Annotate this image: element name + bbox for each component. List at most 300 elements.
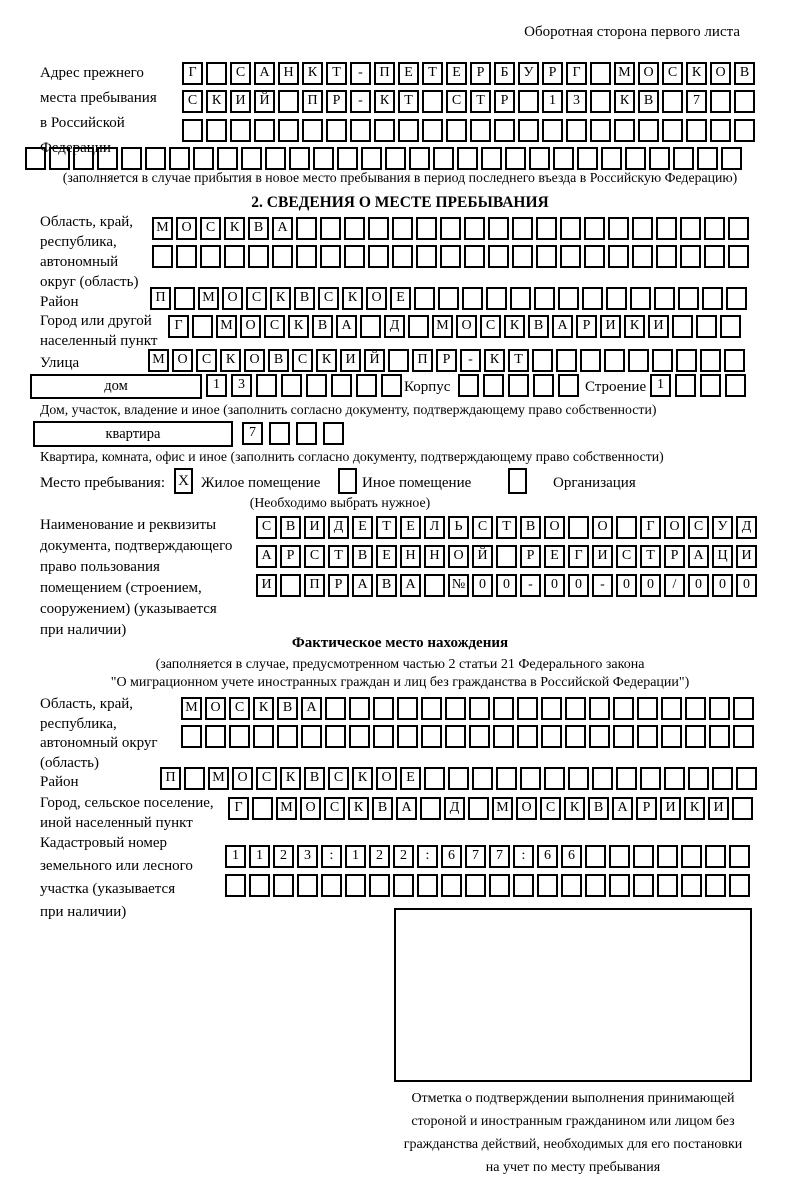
kvartira-box: квартира [33, 421, 233, 447]
char-cell: А [396, 797, 417, 820]
char-cell: Е [400, 516, 421, 539]
char-cell [369, 874, 390, 897]
char-cell: К [224, 217, 245, 240]
dom-caption: Дом, участок, владение и иное (заполнить согласно документу, подтверждающему право собственности) [40, 402, 657, 417]
char-cell: Г [168, 315, 189, 338]
kadastr-label-line: земельного или лесного [40, 858, 193, 874]
char-cell [616, 767, 637, 790]
char-cell [638, 119, 659, 142]
char-cell: : [513, 845, 534, 868]
char-cell: П [374, 62, 395, 85]
char-cell [280, 574, 301, 597]
char-cell [325, 725, 346, 748]
char-cell: И [256, 574, 277, 597]
fact-raion-row [160, 767, 757, 790]
char-cell [445, 725, 466, 748]
char-cell [657, 845, 678, 868]
char-cell: А [400, 574, 421, 597]
char-cell [513, 874, 534, 897]
char-cell: К [253, 697, 274, 720]
otmetka-caption-line: на учет по месту пребывания [485, 1160, 661, 1175]
char-cell: Т [470, 90, 491, 113]
char-cell [656, 245, 677, 268]
char-cell [176, 245, 197, 268]
char-cell: Н [424, 545, 445, 568]
char-cell: Б [494, 62, 515, 85]
char-cell [700, 349, 721, 372]
char-cell [568, 767, 589, 790]
char-cell [704, 217, 725, 240]
prev-address-note: (заполняется в случае прибытия в новое место пребывания в период последнего въезда в Российскую Федерацию) [62, 170, 738, 185]
char-cell [729, 874, 750, 897]
char-cell [608, 245, 629, 268]
raion-row [150, 287, 747, 310]
char-cell [469, 725, 490, 748]
doc-label-line: право пользования [40, 559, 160, 575]
char-cell [704, 245, 725, 268]
char-cell [517, 697, 538, 720]
char-cell: А [352, 574, 373, 597]
char-cell: С [328, 767, 349, 790]
char-cell [662, 90, 683, 113]
fact-gorod-label-line: Город, сельское поселение, [40, 795, 214, 811]
char-cell: О [376, 767, 397, 790]
char-cell [664, 767, 685, 790]
char-cell: В [280, 516, 301, 539]
char-cell [361, 147, 382, 170]
char-cell [625, 147, 646, 170]
char-cell [306, 374, 327, 397]
char-cell [696, 315, 717, 338]
kvartira-caption: Квартира, комната, офис и иное (заполнить согласно документу, подтверждающему право собственности) [40, 449, 664, 464]
char-cell [734, 119, 755, 142]
char-cell: 2 [369, 845, 390, 868]
char-cell [613, 725, 634, 748]
prev-address-label-line: места пребывания [40, 90, 157, 106]
char-cell: Т [376, 516, 397, 539]
char-cell: К [302, 62, 323, 85]
char-cell: К [484, 349, 505, 372]
char-cell [656, 217, 677, 240]
doc-label-line: Наименование и реквизиты [40, 517, 217, 533]
ulitsa-row [148, 349, 745, 372]
char-cell: О [232, 767, 253, 790]
char-cell [249, 874, 270, 897]
char-cell [145, 147, 166, 170]
char-cell [512, 217, 533, 240]
char-cell: - [350, 62, 371, 85]
char-cell [633, 845, 654, 868]
char-cell [224, 245, 245, 268]
char-cell [536, 217, 557, 240]
char-cell [601, 147, 622, 170]
char-cell: 2 [273, 845, 294, 868]
char-cell [241, 147, 262, 170]
prev-address-label-line: Федерации [40, 140, 111, 156]
char-cell: С [256, 516, 277, 539]
prev-address-row-4 [25, 147, 742, 170]
section2-title: 2. СВЕДЕНИЯ О МЕСТЕ ПРЕБЫВАНИЯ [251, 194, 549, 211]
char-cell [672, 315, 693, 338]
raion-label: Район [40, 294, 79, 310]
char-cell [709, 725, 730, 748]
char-cell: С [446, 90, 467, 113]
char-cell: - [520, 574, 541, 597]
char-cell [422, 90, 443, 113]
char-cell: О [710, 62, 731, 85]
char-cell: О [205, 697, 226, 720]
char-cell: Р [542, 62, 563, 85]
char-cell [488, 245, 509, 268]
char-cell [712, 767, 733, 790]
char-cell [537, 874, 558, 897]
char-cell [637, 725, 658, 748]
gorod-label-line: населенный пункт [40, 333, 158, 349]
char-cell [393, 874, 414, 897]
char-cell [675, 374, 696, 397]
checkbox-org [508, 468, 527, 494]
char-cell [505, 147, 526, 170]
char-cell: - [460, 349, 481, 372]
checkbox-zhiloe-label: Жилое помещение [201, 475, 321, 491]
char-cell [373, 725, 394, 748]
char-cell [323, 422, 344, 445]
char-cell [368, 217, 389, 240]
char-cell [678, 287, 699, 310]
doc-label-line: при наличии) [40, 622, 127, 638]
char-cell [253, 725, 274, 748]
char-cell: : [321, 845, 342, 868]
char-cell: В [352, 545, 373, 568]
char-cell: К [504, 315, 525, 338]
char-cell [556, 349, 577, 372]
char-cell [589, 697, 610, 720]
char-cell: 3 [297, 845, 318, 868]
otmetka-caption-line: Отметка о подтверждении выполнения принимающей [411, 1091, 735, 1106]
char-cell: Р [326, 90, 347, 113]
char-cell [373, 697, 394, 720]
char-cell: С [246, 287, 267, 310]
otmetka-box [394, 908, 752, 1082]
char-cell [533, 374, 554, 397]
char-cell: К [342, 287, 363, 310]
char-cell: И [304, 516, 325, 539]
char-cell: С [292, 349, 313, 372]
char-cell [508, 374, 529, 397]
korpus-cells [458, 374, 579, 397]
char-cell [685, 725, 706, 748]
char-cell [424, 574, 445, 597]
fact-gorod-label [40, 794, 214, 833]
char-cell: / [664, 574, 685, 597]
char-cell: Г [568, 545, 589, 568]
char-cell: В [588, 797, 609, 820]
char-cell [392, 245, 413, 268]
char-cell: Р [576, 315, 597, 338]
char-cell: В [372, 797, 393, 820]
char-cell [388, 349, 409, 372]
char-cell: 0 [496, 574, 517, 597]
char-cell [229, 725, 250, 748]
char-cell: О [516, 797, 537, 820]
char-cell [465, 874, 486, 897]
char-cell [397, 697, 418, 720]
char-cell [272, 245, 293, 268]
char-cell [685, 697, 706, 720]
char-cell: У [712, 516, 733, 539]
char-cell [544, 767, 565, 790]
char-cell [385, 147, 406, 170]
char-cell: С [688, 516, 709, 539]
kadastr-row-1 [225, 845, 750, 868]
char-cell: Р [520, 545, 541, 568]
char-cell: 0 [544, 574, 565, 597]
char-cell: Т [326, 62, 347, 85]
char-cell: Н [278, 62, 299, 85]
char-cell [421, 725, 442, 748]
char-cell [374, 119, 395, 142]
char-cell [344, 217, 365, 240]
char-cell: О [244, 349, 265, 372]
char-cell: Й [254, 90, 275, 113]
char-cell: Е [390, 287, 411, 310]
char-cell: О [638, 62, 659, 85]
char-cell: О [366, 287, 387, 310]
char-cell: Г [182, 62, 203, 85]
fact-note-line-1: (заполняется в случае, предусмотренном частью 2 статьи 21 Федерального закона [155, 657, 645, 672]
char-cell: 1 [249, 845, 270, 868]
char-cell [613, 697, 634, 720]
char-cell [724, 349, 745, 372]
char-cell: А [336, 315, 357, 338]
char-cell: Ц [712, 545, 733, 568]
char-cell [726, 287, 747, 310]
char-cell [486, 287, 507, 310]
fact-oblast-label-line: (область) [40, 754, 99, 771]
char-cell [604, 349, 625, 372]
kvartira-cells [242, 422, 344, 445]
char-cell [152, 245, 173, 268]
char-cell [729, 845, 750, 868]
char-cell: Е [352, 516, 373, 539]
char-cell [433, 147, 454, 170]
char-cell: 0 [472, 574, 493, 597]
fact-title: Фактическое место нахождения [291, 635, 509, 651]
char-cell: Д [736, 516, 757, 539]
char-cell: К [220, 349, 241, 372]
char-cell: С [196, 349, 217, 372]
char-cell [417, 874, 438, 897]
char-cell: В [734, 62, 755, 85]
char-cell: 0 [736, 574, 757, 597]
char-cell: С [540, 797, 561, 820]
dom-box: дом [30, 374, 202, 399]
char-cell [457, 147, 478, 170]
char-cell: О [222, 287, 243, 310]
char-cell [470, 119, 491, 142]
char-cell [97, 147, 118, 170]
char-cell: С [182, 90, 203, 113]
char-cell: С [229, 697, 250, 720]
kadastr-label-line: при наличии) [40, 904, 127, 920]
char-cell: 1 [542, 90, 563, 113]
char-cell [536, 245, 557, 268]
char-cell [732, 797, 753, 820]
char-cell [230, 119, 251, 142]
char-cell [577, 147, 598, 170]
prev-address-label-line: в Российской [40, 115, 125, 131]
ulitsa-label: Улица [40, 355, 80, 371]
char-cell: 1 [650, 374, 671, 397]
char-cell: Т [496, 516, 517, 539]
prev-address-row-2 [182, 90, 755, 113]
char-cell [510, 287, 531, 310]
checkbox-zhiloe: X [174, 468, 193, 494]
char-cell: С [256, 767, 277, 790]
char-cell: С [616, 545, 637, 568]
char-cell: К [624, 315, 645, 338]
char-cell: 7 [242, 422, 263, 445]
char-cell [169, 147, 190, 170]
char-cell [49, 147, 70, 170]
char-cell [313, 147, 334, 170]
char-cell: С [472, 516, 493, 539]
char-cell [182, 119, 203, 142]
char-cell [661, 725, 682, 748]
char-cell [121, 147, 142, 170]
checkbox-inoe-label: Иное помещение [362, 475, 472, 491]
char-cell [584, 245, 605, 268]
char-cell [200, 245, 221, 268]
char-cell [483, 374, 504, 397]
char-cell: 0 [568, 574, 589, 597]
otmetka-caption-line: гражданства действий, необходимых для его постановки [403, 1137, 743, 1152]
char-cell [614, 119, 635, 142]
char-cell [558, 374, 579, 397]
char-cell [349, 697, 370, 720]
char-cell [344, 245, 365, 268]
oblast-label-line: Область, край, [40, 214, 134, 230]
mesto-label: Место пребывания: [40, 475, 165, 491]
char-cell [269, 422, 290, 445]
char-cell: А [552, 315, 573, 338]
char-cell [700, 374, 721, 397]
char-cell: А [688, 545, 709, 568]
char-cell [356, 374, 377, 397]
char-cell [281, 374, 302, 397]
char-cell: 7 [686, 90, 707, 113]
char-cell [337, 147, 358, 170]
char-cell [517, 725, 538, 748]
prev-address-label [40, 61, 157, 161]
char-cell [416, 245, 437, 268]
char-cell: М [432, 315, 453, 338]
char-cell [661, 697, 682, 720]
fact-note-line-2: "О миграционном учете иностранных граждан и лиц без гражданства в Российской Федерации") [110, 675, 690, 690]
char-cell: В [294, 287, 315, 310]
char-cell [725, 374, 746, 397]
char-cell [688, 767, 709, 790]
char-cell [697, 147, 718, 170]
char-cell: А [254, 62, 275, 85]
char-cell [496, 545, 517, 568]
char-cell: Г [566, 62, 587, 85]
char-cell: Т [508, 349, 529, 372]
char-cell [681, 845, 702, 868]
char-cell [469, 697, 490, 720]
char-cell: И [600, 315, 621, 338]
char-cell: С [230, 62, 251, 85]
char-cell [472, 767, 493, 790]
char-cell: С [324, 797, 345, 820]
char-cell: М [198, 287, 219, 310]
char-cell [409, 147, 430, 170]
char-cell [652, 349, 673, 372]
char-cell: И [340, 349, 361, 372]
char-cell [397, 725, 418, 748]
char-cell: : [417, 845, 438, 868]
char-cell: Г [640, 516, 661, 539]
char-cell [296, 245, 317, 268]
char-cell: М [492, 797, 513, 820]
char-cell: 1 [225, 845, 246, 868]
char-cell [408, 315, 429, 338]
oblast-label-line: округ (область) [40, 274, 139, 290]
gorod-label-line: Город или другой [40, 313, 152, 329]
char-cell: К [686, 62, 707, 85]
char-cell [421, 697, 442, 720]
char-cell: № [448, 574, 469, 597]
char-cell: К [316, 349, 337, 372]
char-cell [657, 874, 678, 897]
char-cell [381, 374, 402, 397]
gorod-label [40, 311, 157, 351]
char-cell: В [520, 516, 541, 539]
char-cell: Е [446, 62, 467, 85]
char-cell: С [264, 315, 285, 338]
char-cell [297, 874, 318, 897]
char-cell [424, 767, 445, 790]
char-cell [398, 119, 419, 142]
doc-row-2 [256, 545, 757, 568]
char-cell: М [181, 697, 202, 720]
kadastr-label [40, 832, 193, 924]
char-cell [560, 217, 581, 240]
char-cell: Е [398, 62, 419, 85]
char-cell: К [684, 797, 705, 820]
char-cell: Р [470, 62, 491, 85]
char-cell: О [664, 516, 685, 539]
char-cell [320, 245, 341, 268]
char-cell [561, 874, 582, 897]
char-cell: Т [640, 545, 661, 568]
char-cell [392, 217, 413, 240]
char-cell [205, 725, 226, 748]
char-cell [534, 287, 555, 310]
char-cell: О [592, 516, 613, 539]
char-cell [582, 287, 603, 310]
char-cell [489, 874, 510, 897]
char-cell [25, 147, 46, 170]
char-cell: С [662, 62, 683, 85]
fact-gorod-label-line: иной населенный пункт [40, 814, 193, 831]
char-cell [585, 845, 606, 868]
prev-address-row-1 [182, 62, 755, 85]
char-cell [512, 245, 533, 268]
char-cell: 1 [345, 845, 366, 868]
fact-oblast-label-line: автономный округ [40, 735, 158, 751]
prev-address-row-3 [182, 119, 755, 142]
